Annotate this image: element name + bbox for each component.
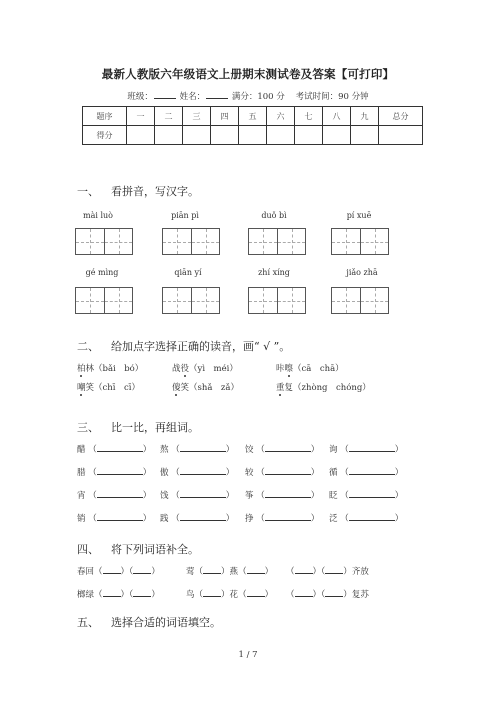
compare-item[interactable]: 熬 （ ） — [160, 442, 234, 455]
section-text: 给加点字选择正确的读音，画“ √ ”。 — [111, 340, 291, 353]
class-label: 班级： — [127, 92, 153, 102]
score-header-cell: 六 — [267, 107, 295, 126]
dotted-char: 役 — [180, 364, 190, 374]
pinyin-label: pí xuē — [346, 211, 372, 220]
section-text: 将下列词语补全。 — [111, 543, 199, 556]
idiom-fill-item[interactable]: 莺（ ）燕（ ） — [186, 564, 273, 577]
writing-grid[interactable] — [331, 228, 389, 255]
score-header-cell: 四 — [211, 107, 239, 126]
compare-item[interactable]: 傲 （ ） — [160, 465, 234, 478]
section-number: 三、 — [77, 421, 99, 434]
pinyin-label: qiān yí — [174, 268, 202, 277]
compare-item[interactable]: 践 （ ） — [160, 511, 234, 524]
writing-grid[interactable] — [162, 228, 220, 255]
compare-item[interactable]: 较 （ ） — [245, 465, 319, 478]
pinyin-label: duǒ bì — [261, 211, 287, 220]
score-cell[interactable] — [239, 126, 267, 145]
score-cell[interactable] — [127, 126, 155, 145]
name-blank[interactable] — [206, 89, 228, 99]
compare-item[interactable]: 销 （ ） — [77, 511, 151, 524]
compare-item[interactable]: 循 （ ） — [329, 465, 403, 478]
compare-item[interactable]: 泛 （ ） — [329, 511, 403, 524]
dotted-char: 重 — [276, 383, 285, 393]
section-number: 四、 — [77, 543, 99, 556]
pinyin-label: jiǎo zhā — [346, 268, 378, 277]
idiom-fill-item[interactable]: 春回（ ）（ ） — [77, 564, 160, 577]
pronunciation-item[interactable]: 嘲笑（chī cī） — [77, 383, 140, 393]
compare-item[interactable]: 挣 （ ） — [245, 511, 319, 524]
score-cell[interactable] — [211, 126, 239, 145]
compare-item[interactable]: 醋 （ ） — [77, 442, 151, 455]
writing-grid[interactable] — [75, 228, 133, 255]
writing-grid[interactable] — [248, 287, 306, 314]
compare-item[interactable]: 饺 （ ） — [245, 442, 319, 455]
name-label: 姓名： — [179, 92, 206, 102]
section-5-heading — [77, 614, 221, 630]
idiom-fill-item[interactable]: （ ）（ ）齐放 — [286, 564, 369, 577]
score-header-row — [83, 107, 423, 126]
exam-info — [0, 89, 496, 102]
score-header-cell: 七 — [295, 107, 323, 126]
score-cell[interactable] — [183, 126, 211, 145]
pronunciation-item[interactable]: 重复（zhòng chóng） — [276, 383, 371, 393]
section-number: 二、 — [77, 340, 99, 353]
idiom-fill-item[interactable]: （ ）（ ）复苏 — [286, 587, 369, 600]
dotted-char: 嘲 — [77, 383, 86, 393]
section-1-heading — [77, 183, 199, 199]
writing-grid[interactable] — [162, 287, 220, 314]
compare-item[interactable]: 腊 （ ） — [77, 465, 151, 478]
section-3-heading — [77, 419, 199, 435]
score-row-label: 得分 — [83, 126, 127, 145]
dotted-char: 傻 — [172, 383, 181, 393]
section-number: 五、 — [77, 616, 99, 629]
writing-grid[interactable] — [248, 228, 306, 255]
dotted-char: 柏 — [77, 364, 86, 374]
score-cell[interactable] — [351, 126, 379, 145]
page-title: 最新人教版六年级语文上册期末测试卷及答案【可打印】 — [101, 67, 395, 81]
pronunciation-item[interactable]: 战役（yì méi） — [172, 364, 238, 374]
class-blank[interactable] — [154, 89, 176, 99]
compare-item[interactable]: 宵 （ ） — [77, 488, 151, 501]
pinyin-label: piān pì — [171, 211, 199, 220]
section-text: 看拼音，写汉字。 — [111, 185, 199, 198]
score-cell[interactable] — [155, 126, 183, 145]
compare-item[interactable]: 饯 （ ） — [160, 488, 234, 501]
score-header-cell: 题序 — [83, 107, 127, 126]
pronunciation-item[interactable]: 咔嚓（cā chā） — [276, 364, 344, 374]
score-header-cell: 一 — [127, 107, 155, 126]
idiom-fill-item[interactable]: 榔绿（ ）（ ） — [77, 587, 160, 600]
score-table — [82, 106, 423, 145]
section-4-heading — [77, 541, 199, 557]
section-number: 一、 — [77, 185, 99, 198]
compare-item[interactable]: 眨 （ ） — [329, 488, 403, 501]
idiom-fill-item[interactable]: 鸟（ ）花（ ） — [186, 587, 273, 600]
pinyin-label: zhí xíng — [258, 268, 290, 277]
compare-item[interactable]: 询 （ ） — [329, 442, 403, 455]
pinyin-label: mài luò — [83, 211, 113, 220]
score-header-cell: 五 — [239, 107, 267, 126]
pronunciation-item[interactable]: 傻笑（shǎ zǎ） — [172, 383, 239, 393]
compare-item[interactable]: 筝 （ ） — [245, 488, 319, 501]
score-cell[interactable] — [379, 126, 423, 145]
score-header-cell: 八 — [323, 107, 351, 126]
score-value-row — [83, 126, 423, 145]
exam-time: 考试时间：90 分钟 — [295, 92, 369, 102]
section-2-heading — [77, 338, 290, 354]
pinyin-label: gé mìng — [85, 268, 119, 277]
section-text: 选择合适的词语填空。 — [111, 616, 221, 629]
pronunciation-item[interactable]: 柏林（bǎi bó） — [77, 364, 144, 374]
score-header-cell: 二 — [155, 107, 183, 126]
page-number: 1 / 7 — [238, 650, 258, 660]
score-cell[interactable] — [295, 126, 323, 145]
section-text: 比一比，再组词。 — [111, 421, 199, 434]
score-cell[interactable] — [323, 126, 351, 145]
writing-grid[interactable] — [75, 287, 133, 314]
score-header-cell: 总分 — [379, 107, 423, 126]
writing-grid[interactable] — [331, 287, 389, 314]
score-header-cell: 九 — [351, 107, 379, 126]
score-cell[interactable] — [267, 126, 295, 145]
full-score: 满分：100 分 — [231, 92, 285, 102]
dotted-char: 嚓 — [284, 364, 294, 374]
score-header-cell: 三 — [183, 107, 211, 126]
